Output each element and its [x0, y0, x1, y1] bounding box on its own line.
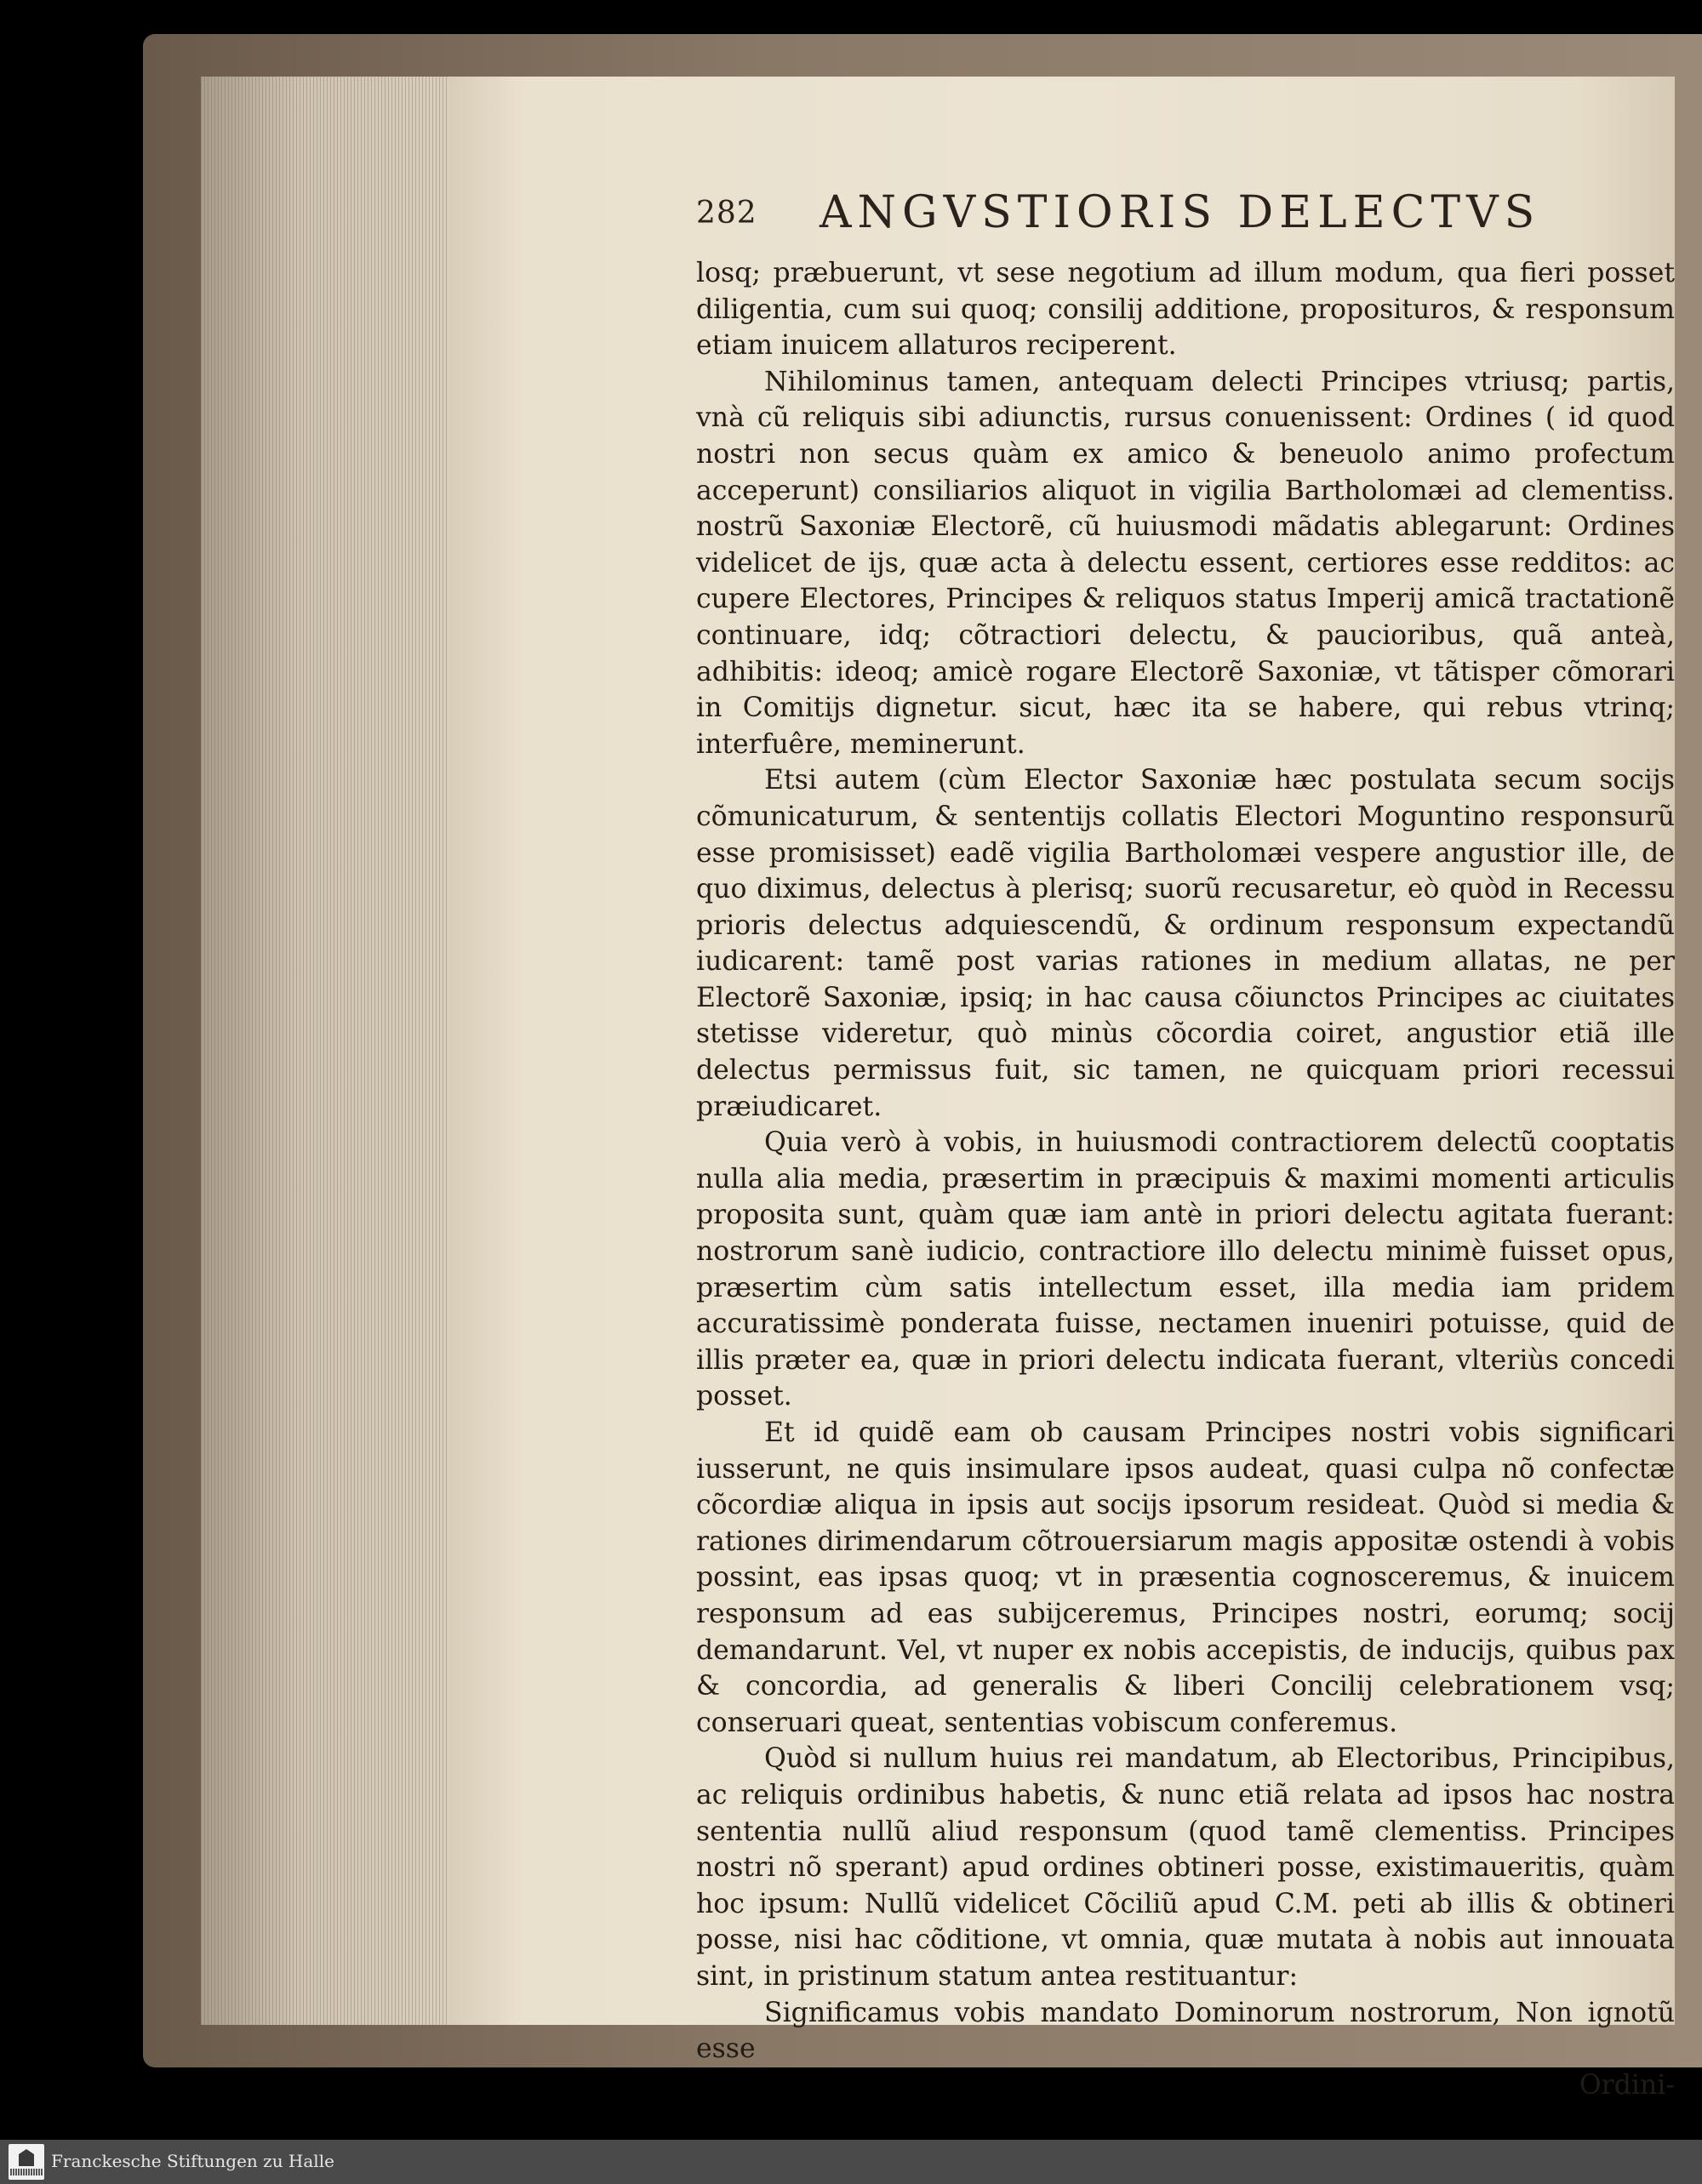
page-number: 282: [696, 196, 757, 231]
paragraph: Etsi autem (cùm Elector Saxoniæ hæc postulata secum socijs cõmunicaturum, & sententijs collatis Electori Moguntino responsurũ esse promisisset) eadẽ vigilia Bartholomæi vespere angustior ille, de quo diximus, delectus à plerisq; suorũ recusaretur, eò quòd in Recessu prioris delectus adquiescendũ, & ordinum responsum expectandũ iudicarent: tamẽ post varias rationes in medium allatas, ne per Electorẽ Saxoniæ, ipsiq; in hac causa cõiunctos Principes ac ciuitates stetisse videretur, quò minùs cõcordia coiret, angustior etiã ille delectus permissus fuit, sic tamen, ne quicquam priori recessui præiudicaret.: [696, 765, 1675, 1122]
paragraph: Significamus vobis mandato Dominorum nostrorum, Non ignotũ esse: [696, 1997, 1675, 2065]
paragraph: Nihilominus tamen, antequam delecti Principes vtriusq; partis, vnà cũ reliquis sibi adiunctis, rursus conuenissent: Ordines ( id quod nostri non secus quàm ex amico & beneuolo animo profectum acceperunt) consiliarios aliquot in vigilia Bartholomæi ad clementiss. nostrũ Saxoniæ Electorẽ, cũ huiusmodi mãdatis ablegarunt: Ordines videlicet de ijs, quæ acta à delectu essent, certiores esse redditos: ac cupere Electores, Principes & reliquos status Imperij amicã tractationẽ continuare, idq; cõtractiori delectu, & paucioribus, quã anteà, adhibitis: ideoq; amicè rogare Electorẽ Saxoniæ, vt tãtisper cõmorari in Comitijs dignetur. sicut, hæc ita se habere, qui rebus vtrinq; interfuêre, meminerunt.: [696, 366, 1675, 760]
body-text: [696, 255, 1675, 2103]
page-content: [696, 187, 1675, 2103]
page-header: [696, 187, 1675, 255]
paragraph: Quòd si nullum huius rei mandatum, ab Electoribus, Principibus, ac reliquis ordinibus habetis, & nunc etiã relata ad ipsos hac nostra sententia nullũ aliud responsum (quod tamẽ clementiss. Principes nostri nõ sperant) apud ordines obtineri posse, existimaueritis, quàm hoc ipsum: Nullũ videlicet Cõciliũ apud C.M. peti ab illis & obtineri posse, nisi hac cõditione, vt omnia, quæ mutata à nobis aut innouata sint, in pristinum statum antea restituantur:: [696, 1743, 1675, 1992]
logo-mark: [19, 2149, 34, 2166]
institution-logo-icon[interactable]: [9, 2144, 44, 2180]
paragraph: Quia verò à vobis, in huiusmodi contractiorem delectũ cooptatis nulla alia media, præsertim in præcipuis & maximi momenti articulis proposita sunt, quàm quæ iam antè in priori delectu agitata fuerant: nostrorum sanè iudicio, contractiore illo delectu minimè fuisset opus, præsertim cùm satis intellectum esset, illa media iam pridem accuratissimè ponderata fuisse, nectamen inueniri potuisse, quid de illis præter ea, quæ in priori delectu indicata fuerant, vlteriùs concedi posset.: [696, 1127, 1675, 1412]
running-title: ANGVSTIORIS DELECTVS: [820, 187, 1541, 238]
book-page: [449, 77, 1675, 2101]
page-edges: [201, 77, 449, 2025]
institution-name: Franckesche Stiftungen zu Halle: [51, 2151, 334, 2171]
paragraph: Et id quidẽ eam ob causam Principes nostri vobis significari iusserunt, ne quis insimulare ipsos audeat, quasi culpa nõ confectæ cõcordiæ aliqua in ipsis aut socijs ipsorum resideat. Quòd si media & rationes dirimendarum cõtrouersiarum magis appositæ ostendi à vobis possint, eas ipsas quoq; vt in præsentia cognosceremus, & inuicem responsum ad eas subijceremus, Principes nostri, eorumq; socij demandarunt. Vel, vt nuper ex nobis accepistis, de inducijs, quibus pax & concordia, ad generalis & liberi Concilij celebrationem vsq; conseruari queat, sententias vobiscum conferemus.: [696, 1417, 1675, 1738]
logo-lettering: [10, 2169, 43, 2175]
catchword: Ordini-: [1579, 2069, 1675, 2101]
paragraph: losq; præbuerunt, vt sese negotium ad illum modum, qua fieri posset diligentia, cum sui quoq; consilij additione, proposituros, & responsum etiam inuicem allaturos reciperent.: [696, 258, 1675, 362]
